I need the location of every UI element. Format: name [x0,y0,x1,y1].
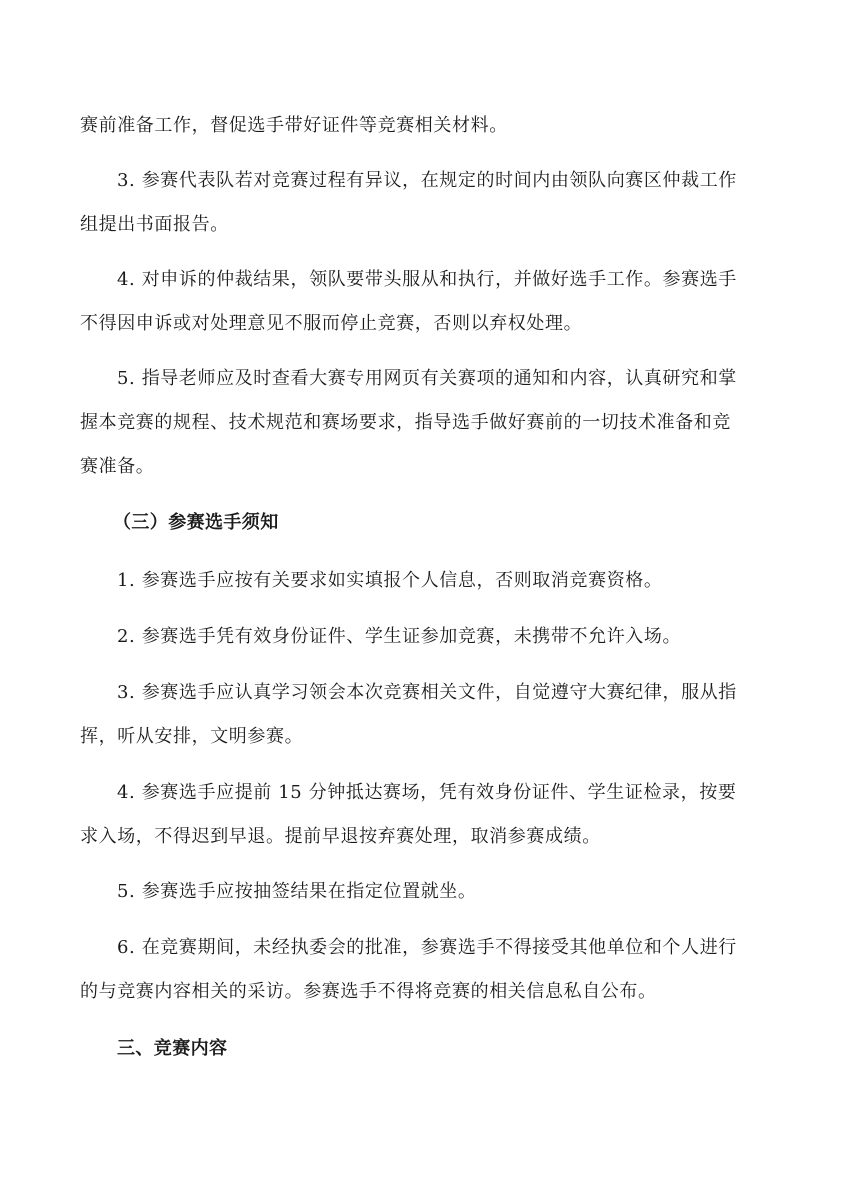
paragraph-line: 4. 参赛选手应提前 15 分钟抵达赛场，凭有效身份证件、学生证检录，按要 [117,782,737,803]
paragraph-line: 5. 参赛选手应按抽签结果在指定位置就坐。 [117,881,477,902]
paragraph-line: 2. 参赛选手凭有效身份证件、学生证参加竞赛，未携带不允许入场。 [117,626,682,647]
paragraph-line: 握本竞赛的规程、技术规范和赛场要求，指导选手做好赛前的一切技术准备和竞 [80,412,731,433]
paragraph-line: 1. 参赛选手应按有关要求如实填报个人信息，否则取消竞赛资格。 [117,570,663,591]
paragraph-line: 求入场，不得迟到早退。提前早退按弃赛处理，取消参赛成绩。 [80,826,601,847]
paragraph-line: 3. 参赛选手应认真学习领会本次竞赛相关文件，自觉遵守大赛纪律，服从指 [117,682,737,703]
paragraph-line: 赛准备。 [80,456,155,477]
section-heading: （三）参赛选手须知 [113,512,279,533]
paragraph-line: 组提出书面报告。 [80,214,229,235]
paragraph-line: 3. 参赛代表队若对竞赛过程有异议，在规定的时间内由领队向赛区仲裁工作 [117,170,737,191]
paragraph-line: 挥，听从安排，文明参赛。 [80,726,304,747]
section-heading: 三、竞赛内容 [117,1038,228,1059]
paragraph-line: 不得因申诉或对处理意见不服而停止竞赛，否则以弃权处理。 [80,313,583,334]
paragraph-line: 4. 对申诉的仲裁结果，领队要带头服从和执行，并做好选手工作。参赛选手 [117,269,737,290]
paragraph-line: 6. 在竞赛期间，未经执委会的批准，参赛选手不得接受其他单位和个人进行 [117,937,737,958]
paragraph-line: 赛前准备工作，督促选手带好证件等竞赛相关材料。 [80,115,508,136]
paragraph-line: 的与竞赛内容相关的采访。参赛选手不得将竞赛的相关信息私自公布。 [80,981,657,1002]
paragraph-line: 5. 指导老师应及时查看大赛专用网页有关赛项的通知和内容，认真研究和掌 [117,368,737,389]
